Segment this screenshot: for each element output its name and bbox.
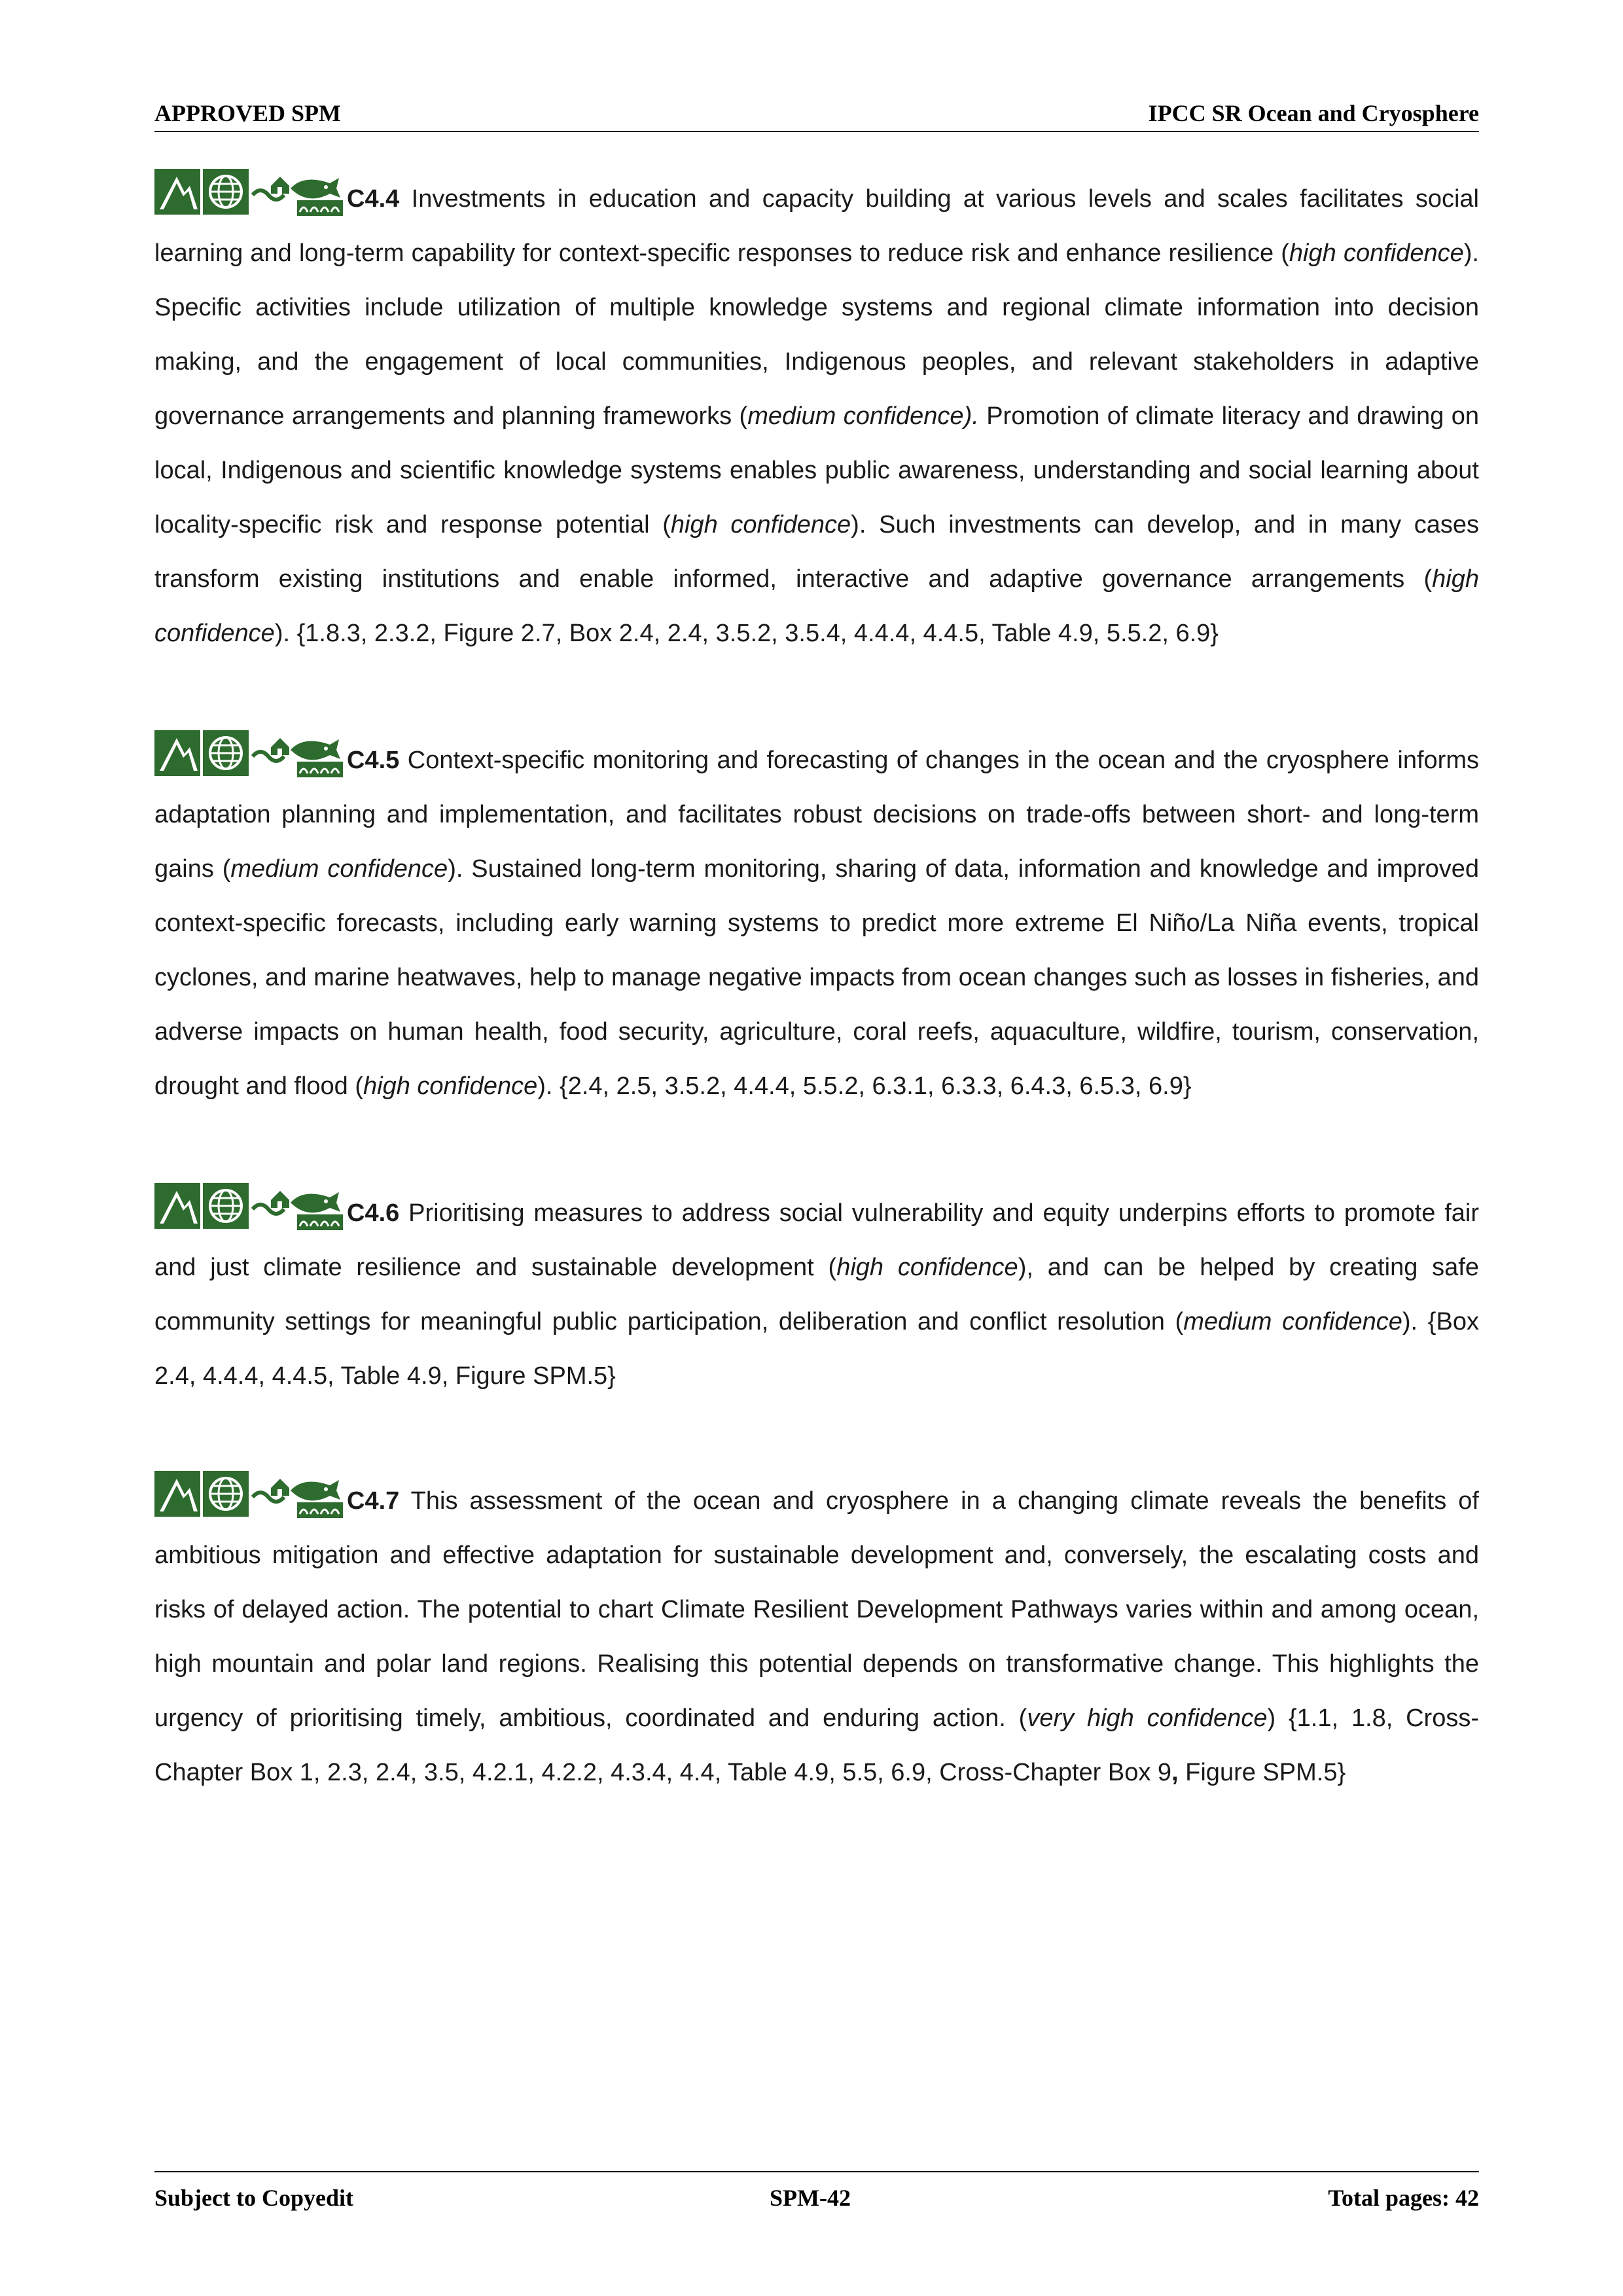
text: Promotion of climate literacy and drawing on local, Indigenous and scientific knowledge systems enables public awareness, understanding and social learning about locality-specific risk and response potential (	[154, 402, 1479, 539]
text: Context-specific monitoring and forecasting of changes in the ocean and the cryosphere informs adaptation planning and implementation, and facilitates robust decisions on trade-offs between short- and long-term gains (	[154, 747, 1479, 883]
text: ). Specific activities include utilization of multiple knowledge systems and regional climate information into decision making, and the engagement of local communities, Indigenous peoples, and relevant stakeholders in adaptive governance arrangements and planning frameworks (	[154, 239, 1479, 430]
paragraph-label: C4.4	[347, 185, 400, 213]
confidence: high confidence	[363, 1072, 538, 1100]
category-icons	[154, 1183, 346, 1230]
paragraph-c4-7	[154, 1471, 1479, 1800]
paragraph-label: C4.6	[347, 1199, 400, 1227]
coast-icon	[253, 738, 289, 761]
header-right: IPCC SR Ocean and Cryosphere	[1148, 100, 1479, 126]
mountain-icon	[154, 730, 200, 776]
globe-icon	[203, 730, 249, 776]
confidence: high confidence	[836, 1254, 1018, 1281]
mountain-icon	[154, 1471, 200, 1517]
text: ). Sustained long-term monitoring, sharing of data, information and knowledge and improved context-specific forecasts, including early warning systems to predict more extreme El Niño/La Niña events, tropical cyclones, and marine heatwaves, help to manage negative impacts from ocean changes such as losses in fisheries, and adverse impacts on human health, food security, agriculture, coral reefs, aquaculture, wildfire, tourism, conservation, drought and flood (	[154, 855, 1480, 1100]
fish-icon	[291, 1480, 343, 1518]
text: ), and can be helped by creating safe community settings for meaningful public participation, deliberation and conflict resolution (	[154, 1254, 1479, 1335]
confidence: high confidence	[154, 565, 1479, 647]
mountain-icon	[154, 1183, 200, 1229]
header-left: APPROVED SPM	[154, 100, 341, 126]
globe-icon	[203, 169, 249, 215]
confidence: medium confidence	[230, 855, 448, 883]
confidence: very high confidence	[1027, 1704, 1268, 1732]
page-number: SPM-42	[770, 2185, 851, 2211]
fish-icon	[291, 739, 343, 777]
coast-icon	[253, 1479, 289, 1502]
text: ). Such investments can develop, and in many cases transform existing institutions and enable informed, interactive and adaptive governance arrangements (	[154, 511, 1479, 593]
text: Prioritising measures to address social vulnerability and equity underpins efforts to promote fair and just climate resilience and sustainable development (	[154, 1199, 1479, 1281]
text: Investments in education and capacity building at various levels and scales facilitates social learning and long-term capability for context-specific responses to reduce risk and enhance resilience (	[154, 185, 1479, 267]
paragraph-c4-6	[154, 1183, 1479, 1404]
text: Figure SPM.5}	[1178, 1759, 1346, 1786]
fish-icon	[291, 1192, 343, 1230]
page-footer	[154, 2171, 1479, 2212]
paragraph-label: C4.5	[347, 747, 400, 774]
footer-left: Subject to Copyedit	[154, 2185, 353, 2211]
category-icons	[154, 1471, 346, 1518]
text: ). {2.4, 2.5, 3.5.2, 4.4.4, 5.5.2, 6.3.1, 6.3.3, 6.4.3, 6.5.3, 6.9}	[537, 1072, 1192, 1100]
text: This assessment of the ocean and cryosphere in a changing climate reveals the benefits of ambitious mitigation and effective adaptation for sustainable development and, conversely, the escalating costs and risks of delayed action. The potential to chart Climate Resilient Development Pathways varies within and among ocean, high mountain and polar land regions. Realising this potential depends on transformative change. This highlights the urgency of prioritising timely, ambitious, coordinated and enduring action. (	[154, 1487, 1479, 1732]
globe-icon	[203, 1183, 249, 1229]
fish-icon	[291, 178, 343, 216]
paragraph-label: C4.7	[347, 1487, 400, 1515]
coast-icon	[253, 177, 289, 200]
page-header	[154, 98, 1479, 132]
confidence: high confidence	[1289, 239, 1464, 267]
confidence: medium confidence).	[747, 402, 979, 430]
coast-icon	[253, 1191, 289, 1214]
paragraph-c4-4	[154, 169, 1479, 661]
text: ). {1.8.3, 2.3.2, Figure 2.7, Box 2.4, 2.4, 3.5.2, 3.5.4, 4.4.4, 4.4.5, Table 4.9, 5.5.2, 6.9}	[274, 620, 1219, 647]
paragraph-c4-5	[154, 730, 1479, 1114]
globe-icon	[203, 1471, 249, 1517]
confidence: medium confidence	[1183, 1308, 1402, 1335]
mountain-icon	[154, 169, 200, 215]
text: ) {1.1, 1.8, Cross-Chapter Box 1, 2.3, 2.4, 3.5, 4.2.1, 4.2.2, 4.3.4, 4.4, Table 4.9, 5.5, 6.9, Cross-Chapter Box 9	[154, 1704, 1480, 1786]
confidence: high confidence	[670, 511, 851, 539]
category-icons	[154, 169, 346, 216]
text: ). {Box 2.4, 4.4.4, 4.4.5, Table 4.9, Figure SPM.5}	[154, 1308, 1479, 1390]
footer-right: Total pages: 42	[1328, 2185, 1479, 2211]
category-icons	[154, 730, 346, 777]
text: ,	[1171, 1759, 1179, 1786]
